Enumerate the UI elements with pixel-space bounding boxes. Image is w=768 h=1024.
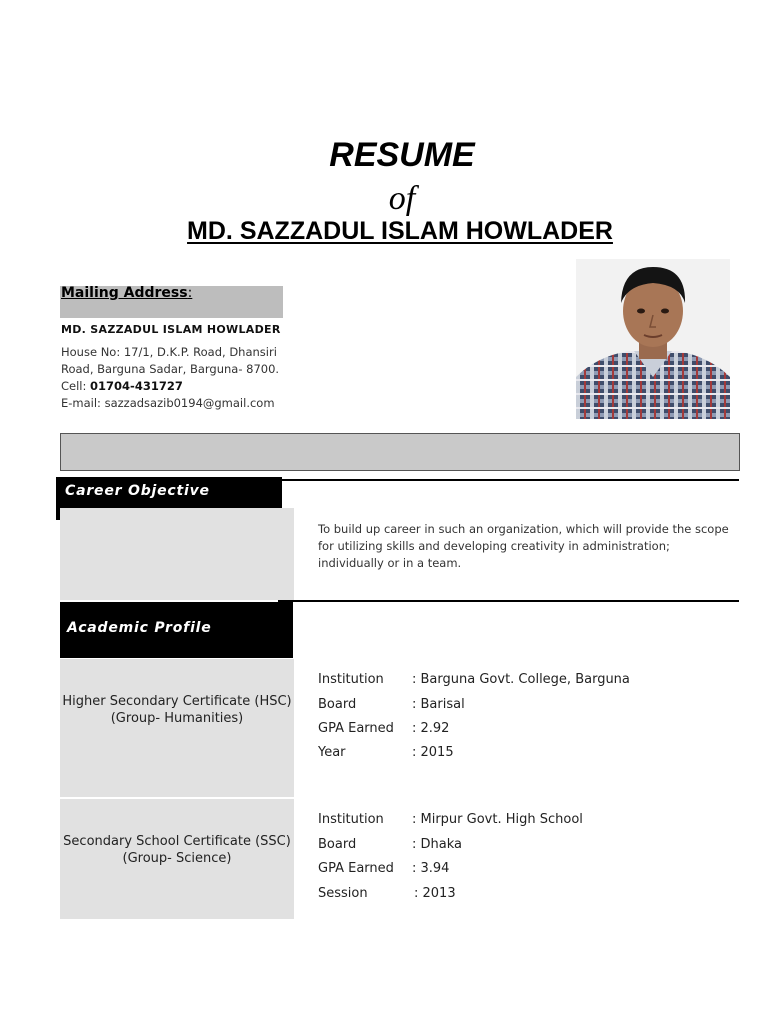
hsc-label: [60, 693, 294, 727]
ssc-value: : 2013: [414, 886, 456, 901]
candidate-name-heading: MD. SAZZADUL ISLAM HOWLADER: [187, 217, 613, 245]
career-left-cell: [60, 508, 294, 600]
hsc-key: GPA Earned: [318, 721, 394, 736]
mailing-address-heading-text: Mailing Address: [61, 285, 188, 301]
email-line: E-mail: sazzadsazib0194@gmail.com: [61, 396, 275, 410]
hsc-value: : 2015: [412, 745, 454, 760]
mailing-address-colon: :: [187, 285, 193, 301]
section-separator-bar: [60, 433, 740, 471]
resume-of-text: of: [388, 180, 416, 217]
hsc-key: Year: [318, 745, 346, 760]
hsc-key: Institution: [318, 672, 384, 687]
resume-title: RESUME: [329, 136, 475, 174]
hsc-value: : Barisal: [412, 697, 465, 712]
career-rule: [282, 479, 739, 481]
ssc-value: : Dhaka: [412, 837, 462, 852]
ssc-key: Session: [318, 886, 368, 901]
ssc-label-line2: (Group- Science): [122, 851, 232, 866]
cell-line: [61, 379, 183, 393]
ssc-value: : 3.94: [412, 861, 450, 876]
ssc-key: Institution: [318, 812, 384, 827]
hsc-value: : 2.92: [412, 721, 450, 736]
profile-photo: [576, 259, 730, 419]
ssc-label: [60, 833, 294, 867]
ssc-label-line1: Secondary School Certificate (SSC): [63, 834, 291, 849]
hsc-label-line2: (Group- Humanities): [110, 711, 244, 726]
hsc-key: Board: [318, 697, 357, 712]
career-objective-heading: Career Objective: [56, 477, 282, 520]
career-objective-text: To build up career in such an organization, which will provide the scope for utilizing skills and developing creativity in administration; individually or in a team.: [318, 522, 729, 570]
ssc-key: Board: [318, 837, 357, 852]
ssc-key: GPA Earned: [318, 861, 394, 876]
address-line-1: House No: 17/1, D.K.P. Road, Dhansiri: [61, 345, 277, 359]
academic-profile-heading: Academic Profile: [60, 602, 293, 658]
academic-rule: [278, 600, 739, 602]
profile-photo-illustration: [576, 259, 730, 419]
mailing-name: MD. SAZZADUL ISLAM HOWLADER: [61, 323, 281, 336]
cell-number: 01704-431727: [90, 379, 183, 393]
hsc-label-line1: Higher Secondary Certificate (HSC): [62, 694, 292, 709]
hsc-cell: [60, 659, 294, 797]
address-line-2: Road, Barguna Sadar, Barguna- 8700.: [61, 362, 280, 376]
ssc-value: : Mirpur Govt. High School: [412, 812, 583, 827]
hsc-value: : Barguna Govt. College, Barguna: [412, 672, 630, 687]
mailing-address-heading: [61, 285, 192, 301]
cell-label: Cell:: [61, 379, 87, 393]
